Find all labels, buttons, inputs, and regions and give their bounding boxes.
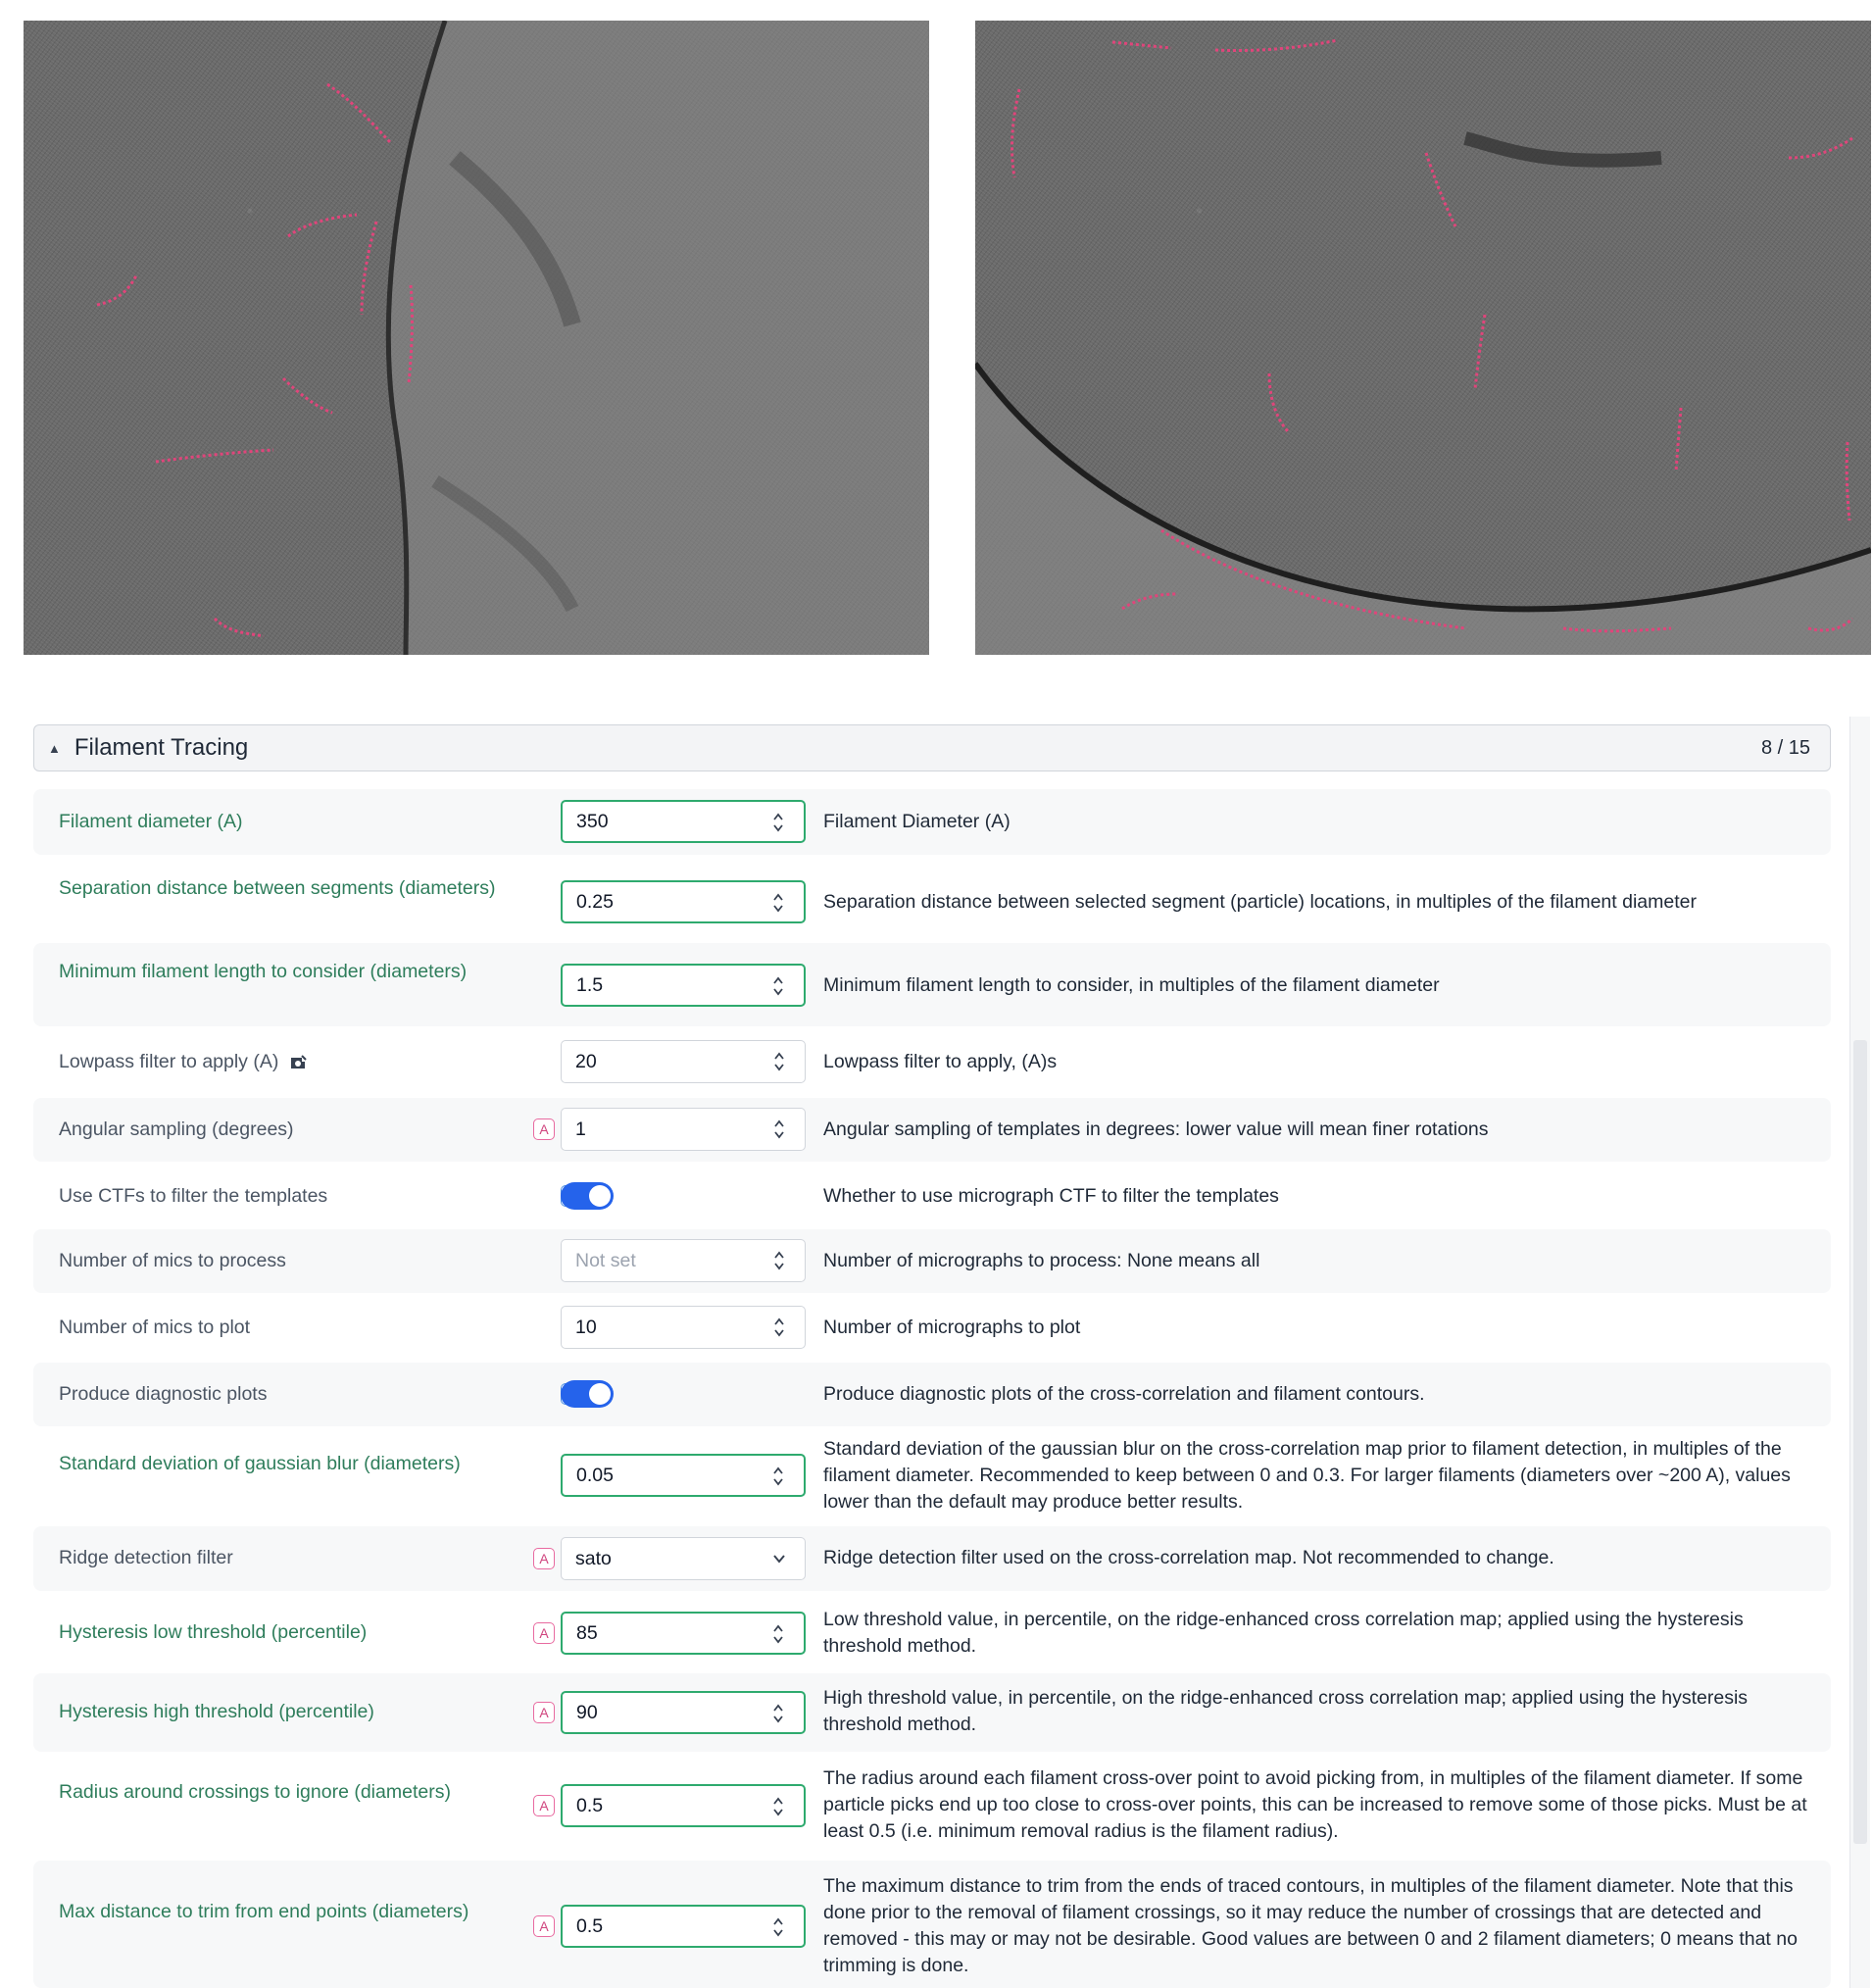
param-description: High threshold value, in percentile, on the ridge-enhanced cross correlation map; applied using the hysteresis threshold method. bbox=[823, 1687, 1749, 1735]
input-value: 0.5 bbox=[576, 1914, 604, 1937]
input-placeholder: Not set bbox=[575, 1249, 636, 1271]
micrograph-left-image bbox=[24, 21, 929, 655]
ridge-filter-select[interactable] bbox=[561, 1537, 806, 1580]
stepper-icon[interactable] bbox=[772, 975, 784, 997]
param-label: Angular sampling (degrees) bbox=[59, 1118, 294, 1140]
param-row bbox=[33, 1861, 1831, 1988]
param-description: Number of micrographs to plot bbox=[823, 1317, 1081, 1338]
param-row bbox=[33, 1526, 1831, 1591]
toggle-knob bbox=[589, 1185, 611, 1207]
param-label: Use CTFs to filter the templates bbox=[59, 1185, 328, 1207]
input-value: 1 bbox=[575, 1118, 586, 1140]
lowpass-filter-input[interactable] bbox=[561, 1040, 806, 1083]
stepper-icon[interactable] bbox=[772, 1796, 784, 1817]
param-row bbox=[33, 863, 1831, 941]
badge-a: A bbox=[533, 1548, 555, 1569]
param-label-text: Lowpass filter to apply (A) bbox=[59, 1051, 279, 1072]
param-description: Standard deviation of the gaussian blur on the cross-correlation map prior to filament detection, in multiples of the filament diameter. Recommended to keep between 0 and 0.3. For larger filaments (diameters over ~200 A), values lower than the default may produce better results. bbox=[823, 1438, 1791, 1513]
chevron-down-icon[interactable] bbox=[771, 1551, 787, 1566]
input-value: 85 bbox=[576, 1621, 598, 1644]
param-label: Hysteresis high threshold (percentile) bbox=[59, 1701, 374, 1722]
param-row bbox=[33, 1295, 1831, 1362]
param-label: Standard deviation of gaussian blur (diameters) bbox=[59, 1453, 461, 1474]
trim-distance-input[interactable] bbox=[561, 1905, 806, 1948]
param-label bbox=[59, 1049, 510, 1075]
stepper-icon[interactable] bbox=[772, 1623, 784, 1645]
param-label: Number of mics to plot bbox=[59, 1317, 251, 1338]
param-label: Ridge detection filter bbox=[59, 1547, 233, 1568]
badge-a: A bbox=[533, 1795, 555, 1816]
param-description: Whether to use micrograph CTF to filter the templates bbox=[823, 1185, 1279, 1207]
input-value: 1.5 bbox=[576, 973, 604, 996]
input-value: 10 bbox=[575, 1316, 597, 1338]
badge-a: A bbox=[533, 1702, 555, 1723]
stepper-icon[interactable] bbox=[772, 1466, 784, 1487]
select-value: sato bbox=[575, 1547, 612, 1569]
toggle-knob bbox=[589, 1383, 611, 1405]
param-description: Angular sampling of templates in degrees: lower value will mean finer rotations bbox=[823, 1118, 1489, 1140]
stepper-icon[interactable] bbox=[772, 1916, 784, 1938]
collapse-caret-icon[interactable]: ▲ bbox=[48, 740, 61, 756]
section-header-filament-tracing[interactable] bbox=[33, 724, 1831, 771]
param-label: Hysteresis low threshold (percentile) bbox=[59, 1621, 368, 1643]
param-description: Low threshold value, in percentile, on the ridge-enhanced cross correlation map; applied using the hysteresis threshold method. bbox=[823, 1609, 1744, 1657]
input-value: 0.5 bbox=[576, 1794, 604, 1816]
filament-diameter-input[interactable] bbox=[561, 800, 806, 843]
diagnostic-plots-toggle[interactable] bbox=[561, 1380, 614, 1408]
panel-scrollbar[interactable] bbox=[1849, 717, 1870, 1988]
angular-sampling-input[interactable] bbox=[561, 1108, 806, 1151]
use-ctfs-toggle[interactable] bbox=[561, 1182, 614, 1210]
stepper-icon[interactable] bbox=[772, 1703, 784, 1724]
input-value: 0.05 bbox=[576, 1464, 614, 1486]
param-label: Radius around crossings to ignore (diameters) bbox=[59, 1781, 451, 1803]
param-description: Minimum filament length to consider, in multiples of the filament diameter bbox=[823, 974, 1440, 996]
stepper-icon[interactable] bbox=[772, 892, 784, 914]
micrograph-right-image bbox=[975, 21, 1871, 655]
badge-a: A bbox=[533, 1915, 555, 1937]
stepper-icon[interactable] bbox=[773, 1317, 785, 1338]
input-value: 20 bbox=[575, 1050, 597, 1072]
stepper-icon[interactable] bbox=[773, 1118, 785, 1140]
input-value: 0.25 bbox=[576, 890, 614, 913]
hysteresis-high-input[interactable] bbox=[561, 1691, 806, 1734]
badge-a: A bbox=[533, 1118, 555, 1140]
param-label: Filament diameter (A) bbox=[59, 811, 243, 832]
param-row bbox=[33, 1165, 1831, 1228]
param-row bbox=[33, 1229, 1831, 1293]
stepper-icon[interactable] bbox=[773, 1051, 785, 1072]
param-row bbox=[33, 943, 1831, 1026]
param-row bbox=[33, 1428, 1831, 1523]
gear-icon[interactable] bbox=[288, 1053, 308, 1072]
param-row bbox=[33, 1755, 1831, 1858]
badge-a: A bbox=[533, 1622, 555, 1644]
stepper-icon[interactable] bbox=[773, 1250, 785, 1271]
separation-distance-input[interactable] bbox=[561, 880, 806, 923]
micrograph-left-overlay bbox=[24, 21, 929, 655]
param-row bbox=[33, 1029, 1831, 1095]
input-value: 350 bbox=[576, 810, 609, 832]
panel-scrollbar-thumb[interactable] bbox=[1853, 1040, 1867, 1844]
param-label: Minimum filament length to consider (diameters) bbox=[59, 961, 468, 982]
param-label: Number of mics to process bbox=[59, 1250, 286, 1271]
micrograph-right-overlay bbox=[975, 21, 1871, 655]
param-label: Max distance to trim from end points (diameters) bbox=[59, 1901, 469, 1922]
param-row bbox=[33, 1363, 1831, 1426]
param-description: Separation distance between selected segment (particle) locations, in multiples of the filament diameter bbox=[823, 891, 1697, 913]
crossing-radius-input[interactable] bbox=[561, 1784, 806, 1827]
num-mics-plot-input[interactable] bbox=[561, 1306, 806, 1349]
gaussian-blur-input[interactable] bbox=[561, 1454, 806, 1497]
param-description: The radius around each filament cross-over point to avoid picking from, in multiples of the filament diameter. If some particle picks end up too close to cross-over points, this can be increased to remove some of those picks. Must be at least 0.5 (i.e. minimum removal radius is the filament radius). bbox=[823, 1767, 1807, 1842]
param-description: Lowpass filter to apply, (A)s bbox=[823, 1051, 1058, 1072]
min-filament-length-input[interactable] bbox=[561, 964, 806, 1007]
stepper-icon[interactable] bbox=[772, 812, 784, 833]
param-description: Ridge detection filter used on the cross-correlation map. Not recommended to change. bbox=[823, 1547, 1554, 1568]
param-label: Separation distance between segments (diameters) bbox=[59, 877, 496, 899]
input-value: 90 bbox=[576, 1701, 598, 1723]
section-count: 8 / 15 bbox=[1760, 736, 1810, 759]
param-row bbox=[33, 1673, 1831, 1752]
param-description: Produce diagnostic plots of the cross-correlation and filament contours. bbox=[823, 1383, 1425, 1405]
section-title: Filament Tracing bbox=[74, 734, 249, 761]
param-label: Produce diagnostic plots bbox=[59, 1383, 268, 1405]
hysteresis-low-input[interactable] bbox=[561, 1612, 806, 1655]
param-description: The maximum distance to trim from the ends of traced contours, in multiples of the filament diameter. Note that this done prior to the removal of filament crossings, so it may reduce the number of crossings that are detected and removed - this may or may not be desirable. Good values are between 0 and 2 filament diameters; 0 means that no trimming is done. bbox=[823, 1875, 1798, 1976]
param-row bbox=[33, 789, 1831, 855]
param-description: Filament Diameter (A) bbox=[823, 811, 1010, 832]
param-row bbox=[33, 1098, 1831, 1162]
param-description: Number of micrographs to process: None means all bbox=[823, 1250, 1260, 1271]
param-row bbox=[33, 1595, 1831, 1671]
num-mics-process-input[interactable] bbox=[561, 1239, 806, 1282]
